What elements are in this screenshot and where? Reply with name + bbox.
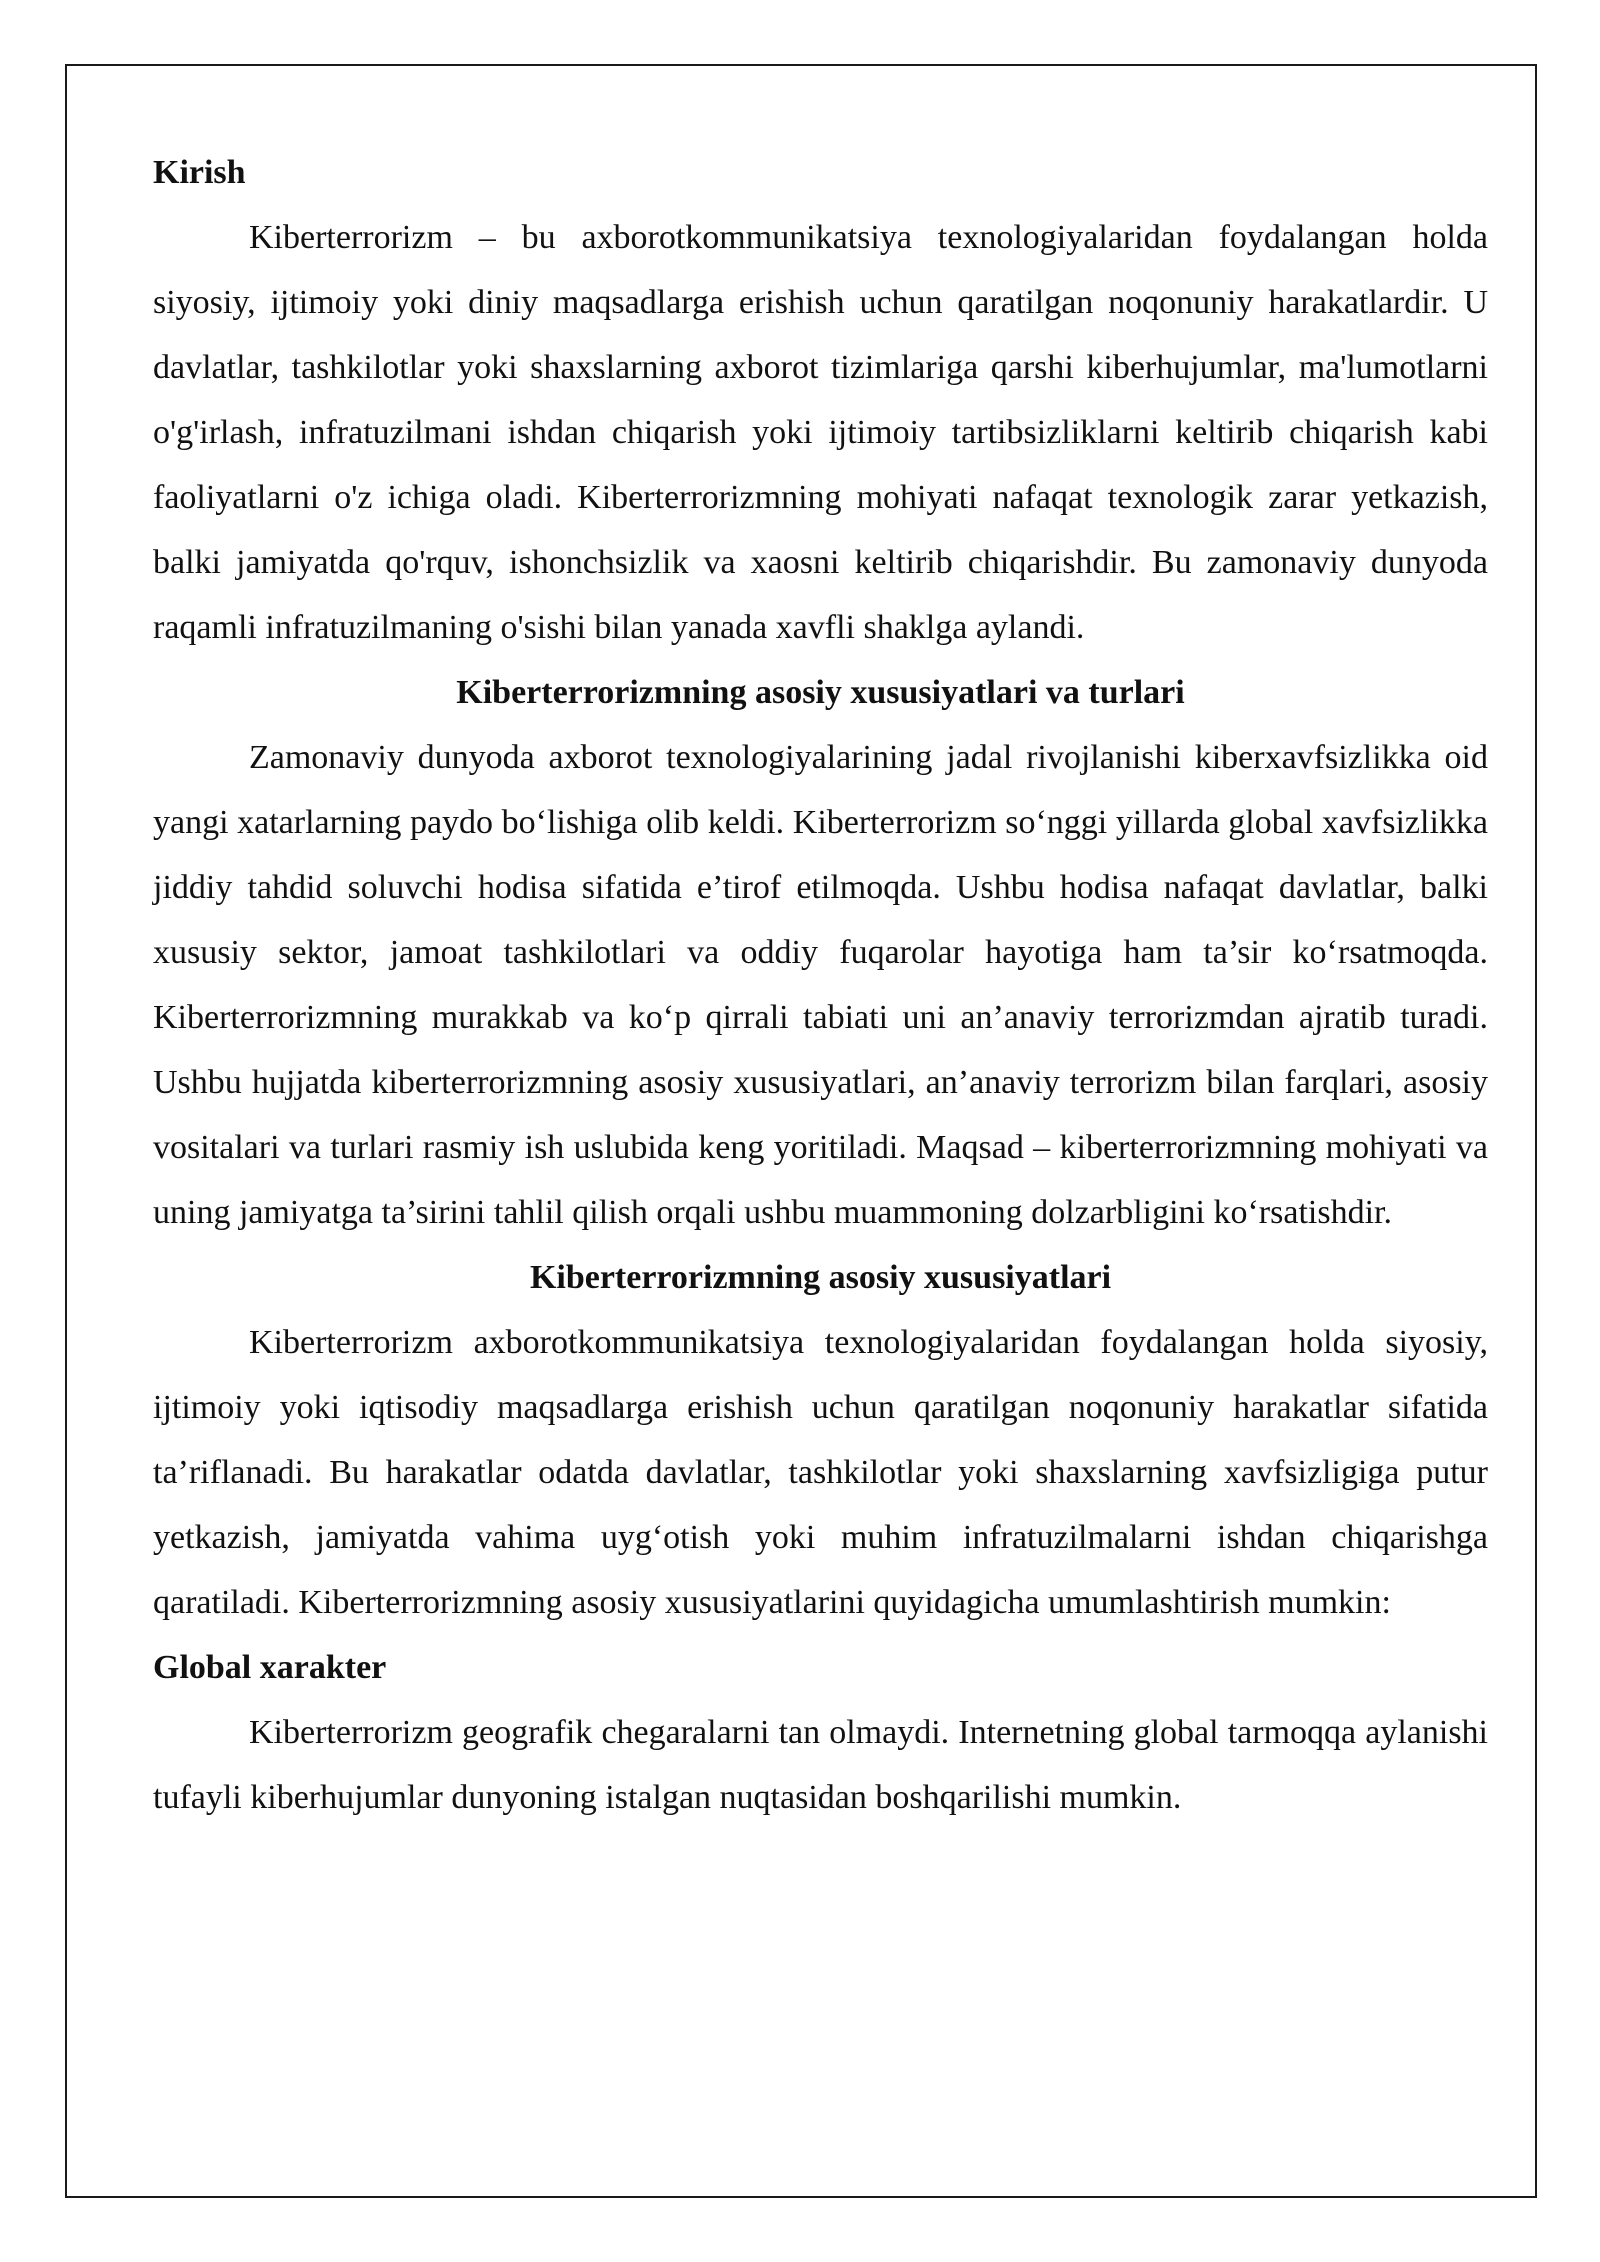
heading-main-features: Kiberterrorizmning asosiy xususiyatlari (529, 1259, 1112, 1296)
paragraph-features-and-types: Zamonaviy dunyoda axborot texnologiyalarining jadal rivojlanishi kiberxavfsizlikka oid yangi xatarlarning paydo bo‘lishiga olib keldi. Kiberterrorizm so‘nggi yillarda global xavfsizlikka jiddiy tahdid soluvchi hodisa sifatida e’tirof etilmoqda. Ushbu hodisa nafaqat davlatlar, balki xususiy sektor, jamoat tashkilotlari va oddiy fuqarolar hayotiga ham ta’sir ko‘rsatmoqda. Kiberterrorizmning murakkab va ko‘p qirrali tabiati uni an’anaviy terrorizmdan ajratib turadi. Ushbu hujjatda kiberterrorizmning asosiy xususiyatlari, an’anaviy terrorizm bilan farqlari, asosiy vositalari va turlari rasmiy ish uslubida keng yoritiladi. Maqsad – kiberterrorizmning mohiyati va uning jamiyatga ta’sirini tahlil qilish orqali ushbu muammoning dolzarbligini ko‘rsatishdir. (153, 739, 1488, 1231)
paragraph-intro: Kiberterrorizm – bu axborotkommunikatsiya texnologiyalaridan foydalangan holda siyosiy, ijtimoiy yoki diniy maqsadlarga erishish uchun qaratilgan noqonuniy harakatlardir. U davlatlar, tashkilotlar yoki shaxslarning axborot tizimlariga qarshi kiberhujumlar, ma'lumotlarni o'g'irlash, infratuzilmani ishdan chiqarish yoki ijtimoiy tartibsizliklarni keltirib chiqarish kabi faoliyatlarni o'z ichiga oladi. Kiberterrorizmning mohiyati nafaqat texnologik zarar yetkazish, balki jamiyatda qo'rquv, ishonchsizlik va xaosni keltirib chiqarishdir. Bu zamonaviy dunyoda raqamli infratuzilmaning o'sishi bilan yanada xavfli shaklga aylandi. (153, 219, 1488, 646)
paragraph-main-features: Kiberterrorizm axborotkommunikatsiya texnologiyalaridan foydalangan holda siyosiy, ijtimoiy yoki iqtisodiy maqsadlarga erishish uchun qaratilgan noqonuniy harakatlar sifatida ta’riflanadi. Bu harakatlar odatda davlatlar, tashkilotlar yoki shaxslarning xavfsizligiga putur yetkazish, jamiyatda vahima uyg‘otish yoki muhim infratuzilmalarni ishdan chiqarishga qaratiladi. Kiberterrorizmning asosiy xususiyatlarini quyidagicha umumlashtirish mumkin: (153, 1324, 1488, 1621)
heading-global-character: Global xarakter (153, 1649, 387, 1686)
heading-features-and-types: Kiberterrorizmning asosiy xususiyatlari va turlari (456, 674, 1185, 711)
heading-intro: Kirish (153, 154, 246, 191)
document-body (153, 140, 1488, 1830)
paragraph-global-character: Kiberterrorizm geografik chegaralarni tan olmaydi. Internetning global tarmoqqa aylanishi tufayli kiberhujumlar dunyoning istalgan nuqtasidan boshqarilishi mumkin. (153, 1714, 1488, 1816)
